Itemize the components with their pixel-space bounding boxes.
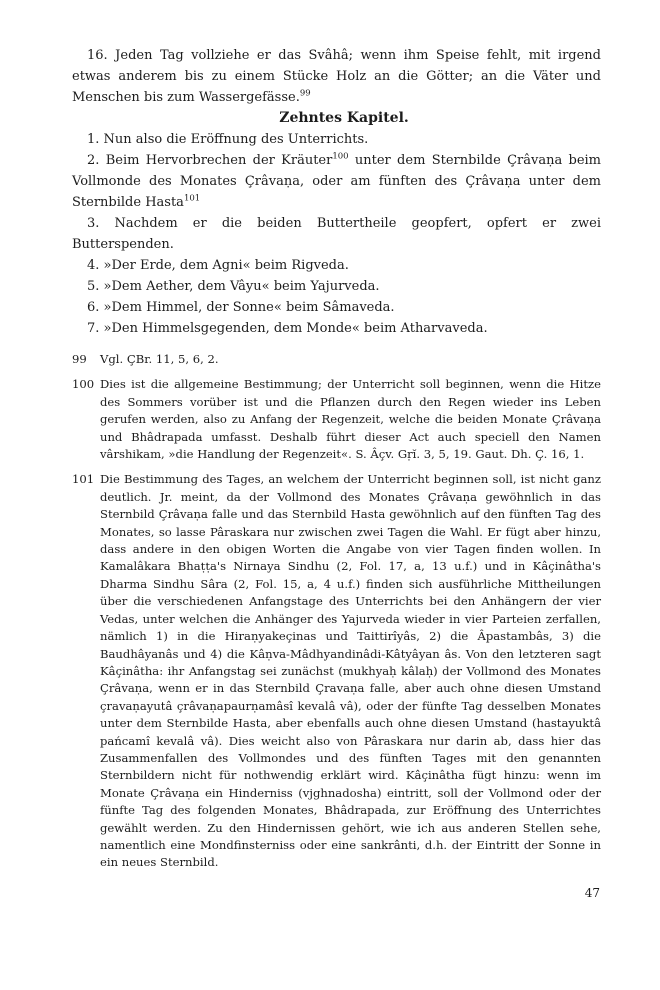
footnote-101: [72, 471, 601, 871]
paragraph-16-text: 16. Jeden Tag vollziehe er das Svâhâ; wenn ihm Speise fehlt, mit irgend etwas anderem bis zu einem Stücke Holz an die Götter; an die Väter und Menschen bis zum Wassergefässe.: [72, 48, 601, 105]
paragraph-7: 7. »Den Himmelsgegenden, dem Monde« beim Atharvaveda.: [87, 321, 488, 336]
footnote-ref-101: 101: [183, 193, 201, 204]
footnote-ref-99: 99: [299, 88, 311, 99]
footnote-ref-100: 100: [332, 151, 349, 162]
paragraph-2: [72, 150, 601, 213]
footnotes-section: [72, 351, 601, 872]
footnote-text: Vgl. ÇBr. 11, 5, 6, 2.: [100, 352, 219, 366]
footnote-text: Dies ist die allgemeine Bestimmung; der Unterricht soll beginnen, wenn die Hitze des Sommers vorüber ist und die Pflanzen durch den Regen wieder ins Leben gerufen werden, also zu Anfang der Regenzeit, welche die beiden Monate Çrâvaṇa und Bhâdrapada umfasst. Deshalb führt dieser Act auch speciell den Namen vârshikam, »die Handlung der Regenzeit«. S. Âçv. Gṛĭ. 3, 5, 19. Gaut. Dh. Ç. 16, 1.: [100, 377, 601, 462]
footnote-number: 100: [72, 377, 95, 392]
paragraph-16: [72, 45, 601, 108]
footnote-text: Die Bestimmung des Tages, an welchem der Unterricht beginnen soll, ist nicht ganz deutlich. Jr. meint, da der Vollmond des Monates Çrâvaṇa gewöhnlich in das Sternbild Çrâvaṇa falle und das Sternbild Hasta gewöhnlich auf den fünften Tag des Monates, so lasse Pâraskara nur zwischen zwei Tagen die Wahl. Er fügt aber hinzu, dass andere in den obigen Worten die Angabe von vier Tagen finden wollen. In Kamalâkara Bhaṭṭa's Nirnaya Sindhu (2, Fol. 17, a, 13 u.f.) und in Kâçinâtha's Dharma Sindhu Sâra (2, Fol. 15, a, 4 u.f.) finden sich ausführliche Mittheilungen über die verschiedenen Anfangstage des Unterrichts bei den Anhängern der vier Vedas, unter welchen die Anhänger des Yajurveda wieder in vier Parteien zerfallen, nämlich 1) in die Hiraṇyakeçinas und Taittirîyâs, 2) die Âpastambâs, 3) die Baudhâyanâs und 4) die Kâṇva-Mâdhyandinâdi-Kâtyâyan âs. Von den letzteren sagt Kâçinâtha: ihr Anfangstag sei zunächst (mukhyaḥ kâlaḥ) der Vollmond des Monates Çrâvaṇa, wenn er in das Sternbild Çravaṇa falle, aber auch ohne diesen Umstand çravaṇayutâ çrâvaṇapaurṇamâsî kevalâ vâ), oder der fünfte Tag desselben Monates unter dem Sternbilde Hasta, aber ebenfalls auch ohne diesen Umstand (hastayuktâ pańcamî kevalâ vâ). Dies weicht also von Pâraskara nur darin ab, dass hier das Zusammenfallen des Vollmondes und des fünften Tages mit den genannten Sternbildern nicht für nothwendig erklärt wird. Kâçinâtha fügt hinzu: wenn im Monate Çrâvaṇa ein Hinderniss (vjghnadosha) eintritt, soll der Vollmond oder der fünfte Tag des folgenden Monates, Bhâdrapada, zur Eröffnung des Unterrichtes gewählt werden. Zu den Hindernissen gehört, wie ich aus anderen Stellen sehe, namentlich eine Mondfinsterniss oder eine sankrânti, d.h. der Eintritt der Sonne in ein neues Sternbild.: [100, 472, 601, 870]
paragraph-1: 1. Nun also die Eröffnung des Unterrichts.: [87, 132, 369, 147]
main-text-block: [72, 45, 601, 339]
paragraph-6: 6. »Dem Himmel, der Sonne« beim Sâmaveda.: [87, 300, 395, 315]
footnote-100: [72, 376, 601, 463]
paragraph-4: 4. »Der Erde, dem Agni« beim Rigveda.: [87, 258, 349, 273]
footnote-number: 99: [72, 352, 87, 366]
footnote-99: [72, 351, 601, 368]
paragraph-5: 5. »Dem Aether, dem Vâyu« beim Yajurveda.: [87, 279, 380, 294]
paragraph-2-text-1: 2. Beim Hervorbrechen der Kräuter: [87, 153, 333, 168]
paragraph-2-text-2: unter dem Sternbilde Çrâvaṇa beim Vollmonde des Monates Çrâvaṇa, oder am fünften des Çrâvaṇa unter dem Sternbilde Hasta: [72, 153, 602, 210]
footnote-number: 101: [72, 472, 95, 487]
page-number: 47: [584, 885, 600, 900]
chapter-heading: Zehntes Kapitel.: [279, 110, 409, 126]
paragraph-3: 3. Nachdem er die beiden Buttertheile geopfert, opfert er zwei Butterspenden.: [72, 216, 601, 252]
